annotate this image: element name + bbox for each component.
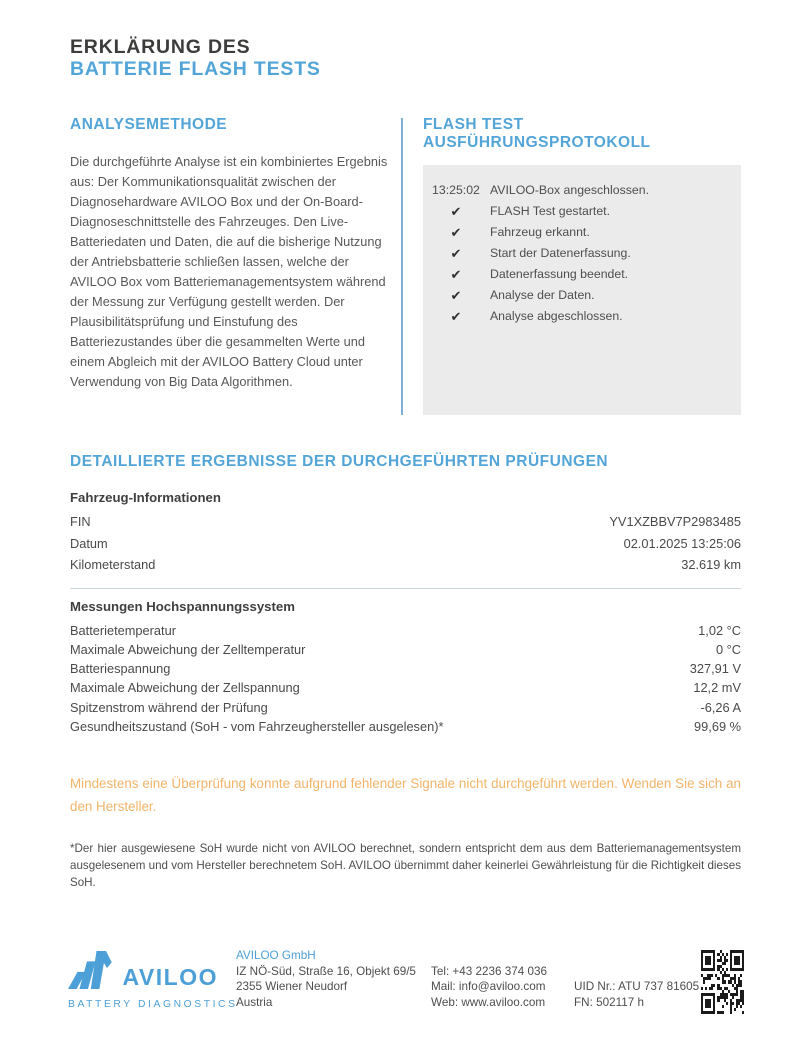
table-row: FIN YV1XZBBV7P2983485 xyxy=(70,514,741,529)
log-entry: ✔ Analyse abgeschlossen. xyxy=(430,306,733,327)
results-section xyxy=(70,453,741,736)
measurements-table xyxy=(70,599,741,737)
title-line-2: BATTERIE FLASH TESTS xyxy=(70,58,321,80)
table-row: Kilometerstand 32.619 km xyxy=(70,557,741,572)
check-icon: ✔ xyxy=(450,204,462,219)
qr-code xyxy=(699,948,746,1016)
table-row: Gesundheitszustand (SoH - vom Fahrzeughersteller ausgelesen)* 99,69 % xyxy=(70,718,741,734)
address-line: Austria xyxy=(236,995,273,1009)
vehicle-info-table xyxy=(70,490,741,576)
table-row: Batteriespannung 327,91 V xyxy=(70,661,741,677)
title-line-1: ERKLÄRUNG DES xyxy=(70,36,251,58)
aviloo-logo xyxy=(68,948,238,1016)
check-icon: ✔ xyxy=(450,309,462,324)
protocol-heading: FLASH TEST AUSFÜHRUNGSPROTOKOLL xyxy=(422,116,651,151)
warning-message: Mindestens eine Überprüfung konnte aufgrund fehlender Signale nicht durchgeführt werden. Wenden Sie sich an den Hersteller. xyxy=(70,776,741,815)
report-title xyxy=(70,0,741,80)
check-icon: ✔ xyxy=(450,288,462,303)
aviloo-logo-wordmark: AVILOO xyxy=(122,964,218,990)
soh-footnote: *Der hier ausgewiesene SoH wurde nicht von AVILOO berechnet, sondern entspricht dem aus dem Batteriemanagementsystem ausgelesenem und vom Hersteller berechnetem SoH. AVILOO übernimmt daher keinerlei Gewährleistung für die Richtigkeit dieses SoH. xyxy=(70,842,741,890)
address-line: 2355 Wiener Neudorf xyxy=(236,980,348,994)
table-row: Spitzenstrom während der Prüfung -6,26 A xyxy=(70,699,741,715)
measurements-heading: Messungen Hochspannungssystem xyxy=(70,598,295,614)
log-entry: ✔ Analyse der Daten. xyxy=(430,285,733,306)
company-registry-info xyxy=(574,948,699,1016)
log-entry: ✔ Datenerfassung beendet. xyxy=(430,264,733,285)
aviloo-logo-tagline: BATTERY DIAGNOSTICS xyxy=(68,999,238,1010)
log-entry: ✔ Fahrzeug erkannt. xyxy=(430,222,733,243)
protocol-column xyxy=(423,116,741,415)
analysis-column xyxy=(70,116,398,415)
column-divider xyxy=(401,118,403,415)
phone-number: Tel: +43 2236 374 036 xyxy=(431,964,548,978)
analysis-heading: ANALYSEMETHODE xyxy=(70,116,228,133)
check-icon: ✔ xyxy=(450,225,462,240)
page-footer xyxy=(68,948,746,1016)
table-row: Maximale Abweichung der Zellspannung 12,2 mV xyxy=(70,680,741,696)
fn-number: FN: 502117 h xyxy=(574,995,644,1009)
check-icon: ✔ xyxy=(450,267,462,282)
company-address xyxy=(236,948,418,1016)
protocol-log-box xyxy=(423,165,741,415)
website-url: Web: www.aviloo.com xyxy=(431,995,546,1009)
log-timestamp: 13:25:02 xyxy=(432,183,480,197)
log-entry: ✔ Start der Datenerfassung. xyxy=(430,243,733,264)
section-divider xyxy=(70,588,741,589)
table-row: Batterietemperatur 1,02 °C xyxy=(70,622,741,638)
results-heading: DETAILLIERTE ERGEBNISSE DER DURCHGEFÜHRTEN PRÜFUNGEN xyxy=(70,453,609,470)
address-line: IZ NÖ-Süd, Straße 16, Objekt 69/5 xyxy=(236,964,416,978)
email-address: Mail: info@aviloo.com xyxy=(431,980,546,994)
vehicle-info-heading: Fahrzeug-Informationen xyxy=(70,490,221,505)
table-row: Maximale Abweichung der Zelltemperatur 0 °C xyxy=(70,641,741,657)
aviloo-logo-icon xyxy=(68,948,116,990)
log-entry: ✔ FLASH Test gestartet. xyxy=(430,201,733,222)
contact-info xyxy=(431,948,561,1016)
top-section xyxy=(70,116,741,415)
table-row: Datum 02.01.2025 13:25:06 xyxy=(70,535,741,551)
uid-number: UID Nr.: ATU 737 81605 xyxy=(574,980,700,994)
log-entry: 13:25:02 AVILOO-Box angeschlossen. xyxy=(430,180,733,201)
company-name: AVILOO GmbH xyxy=(236,949,316,962)
analysis-body-text: Die durchgeführte Analyse ist ein kombiniertes Ergebnis aus: Der Kommunikationsqualität zwischen der Diagnosehardware AVILOO Box und der On-Board-Diagnoseschnittstelle des Fahrzeuges. Den Live-Batteriedaten und Daten, die auf die bisherige Nutzung der Antriebsbatterie schließen lassen, welche der AVILOO Box vom Batteriemanagementsystem während der Messung zur Verfügung gestellt werden. Der Plausibilitätsprüfung und Einstufung des Batteriezustandes über die gesammelten Werte und einem Abgleich mit der AVILOO Battery Cloud unter Verwendung von Big Data Algorithmen. xyxy=(70,154,388,389)
check-icon: ✔ xyxy=(450,246,462,261)
